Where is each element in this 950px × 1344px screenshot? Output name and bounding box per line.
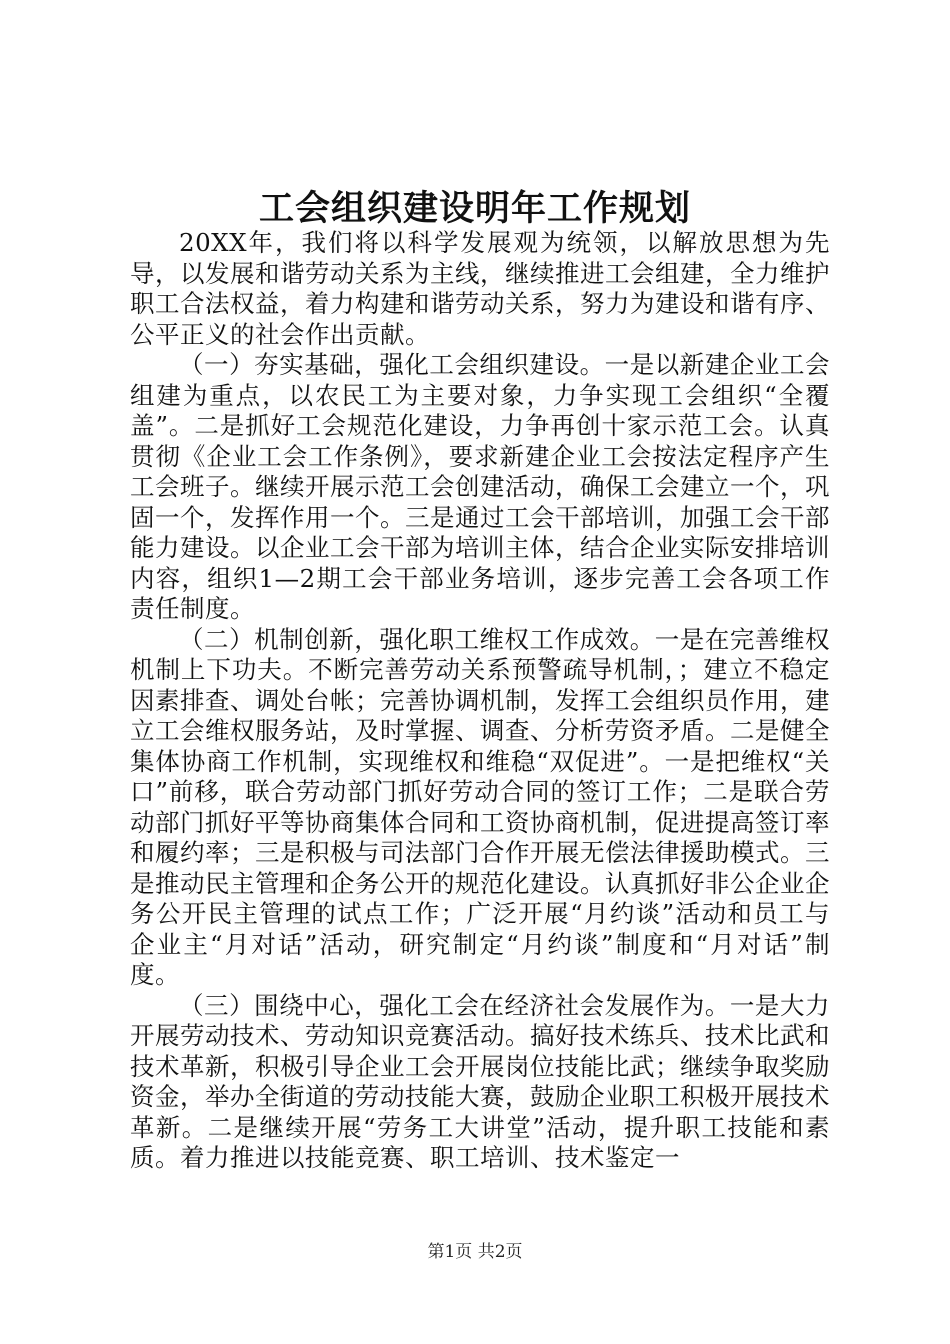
paragraph-intro: 20XX年，我们将以科学发展观为统领，以解放思想为先导，以发展和谐劳动关系为主线，继续推进工会组建，全力维护职工合法权益，着力构建和谐劳动关系，努力为建设和谐有序、公平正义的社会作出贡献。 (130, 228, 830, 349)
page-number-footer: 第1页 共2页 (427, 1242, 523, 1262)
document-body (130, 228, 830, 1174)
paragraph-section-1: （一）夯实基础，强化工会组织建设。一是以新建企业工会组建为重点，以农民工为主要对象，力争实现工会组织“全覆盖”。二是抓好工会规范化建设，力争再创十家示范工会。认真贯彻《企业工会工作条例》，要求新建企业工会按法定程序产生工会班子。继续开展示范工会创建活动，确保工会建立一个，巩固一个，发挥作用一个。三是通过工会干部培训，加强工会干部能力建设。以企业工会干部为培训主体，结合企业实际安排培训内容，组织1—2期工会干部业务培训，逐步完善工会各项工作责任制度。 (130, 350, 830, 623)
paragraph-section-3: （三）围绕中心，强化工会在经济社会发展作为。一是大力开展劳动技术、劳动知识竞赛活动。搞好技术练兵、技术比武和技术革新，积极引导企业工会开展岗位技能比武；继续争取奖励资金，举办全街道的劳动技能大赛，鼓励企业职工积极开展技术革新。二是继续开展“劳务工大讲堂”活动，提升职工技能和素质。着力推进以技能竞赛、职工培训、技术鉴定一 (130, 990, 830, 1172)
paragraph-section-2: （二）机制创新，强化职工维权工作成效。一是在完善维权机制上下功夫。不断完善劳动关系预警疏导机制，；建立不稳定因素排查、调处台帐；完善协调机制，发挥工会组织员作用，建立工会维权服务站，及时掌握、调查、分析劳资矛盾。二是健全集体协商工作机制，实现维权和维稳“双促进”。一是把维权“关口”前移，联合劳动部门抓好劳动合同的签订工作；二是联合劳动部门抓好平等协商集体合同和工资协商机制，促进提高签订率和履约率；三是积极与司法部门合作开展无偿法律援助模式。三是推动民主管理和企务公开的规范化建设。认真抓好非公企业企务公开民主管理的试点工作；广泛开展“月约谈”活动和员工与企业主“月对话”活动，研究制定“月约谈”制度和“月对话”制度。 (130, 624, 830, 989)
document-title: 工会组织建设明年工作规划 (258, 188, 691, 229)
